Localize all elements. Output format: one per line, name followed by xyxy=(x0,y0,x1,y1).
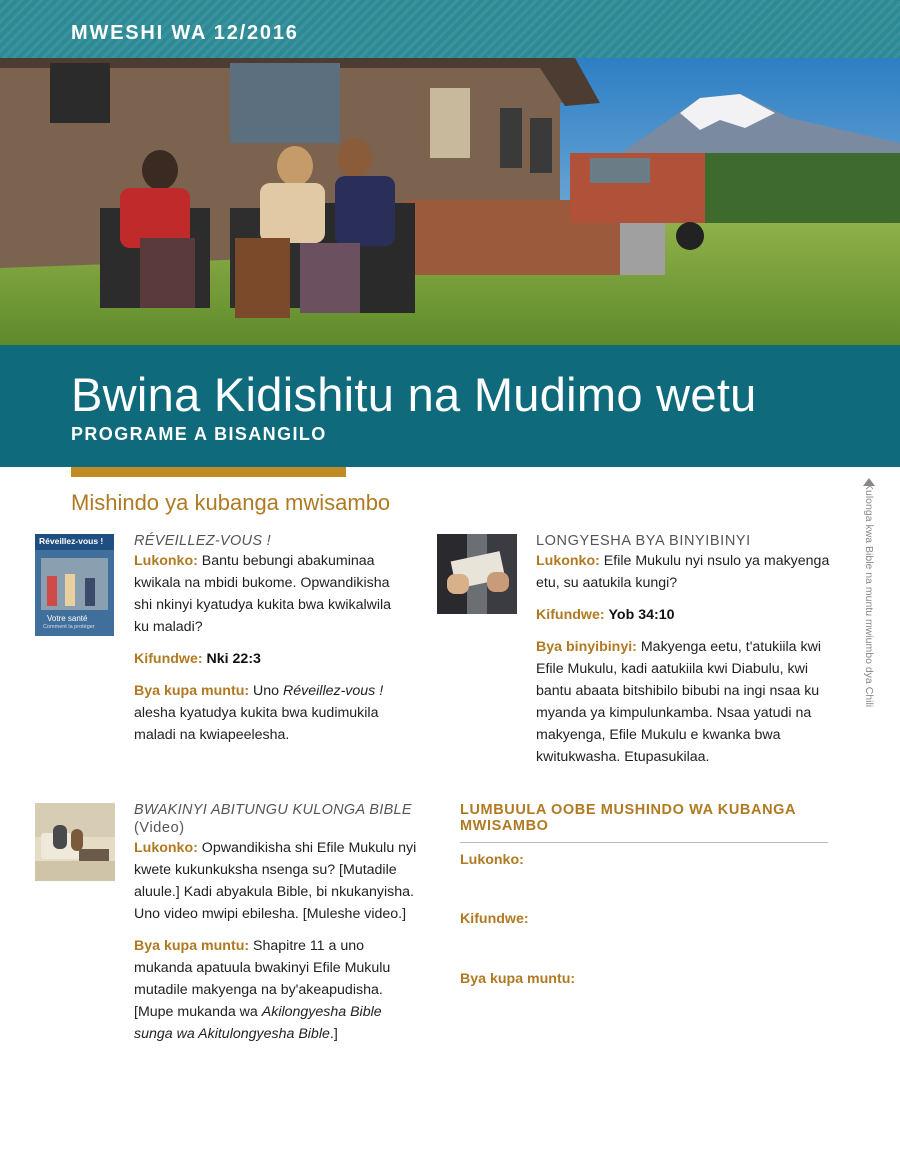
conversation-block-1 xyxy=(134,532,404,746)
side-note xyxy=(862,478,876,718)
block1-question-label: Lukonko: xyxy=(134,553,198,569)
top-bar xyxy=(0,0,900,58)
block3-offer-end: .] xyxy=(329,1026,338,1042)
magazine-line2: Comment la protéger xyxy=(43,624,95,630)
form-title: LUMBUULA OOBE MUSHINDO WA KUBANGA MWISAMBO xyxy=(460,802,828,843)
block2-reference xyxy=(536,604,832,626)
issue-month: MWESHI WA 12/2016 xyxy=(71,22,299,44)
block1-offer-pre: Uno xyxy=(253,683,284,699)
block3-offer-text: Shapitre 11 a uno mukanda apatuula bwakinyi Efile Mukulu mutadile makyenga na by'akeapudisha. [Mupe mukanda wa xyxy=(134,938,391,1020)
hero-photo xyxy=(0,58,900,345)
magazine-brand: Réveillez-vous ! xyxy=(39,536,104,546)
conversation-block-2 xyxy=(536,532,832,768)
block2-answer-text: Makyenga eetu, t'atukiila kwi Efile Mukulu, kadi aatukiila kwi Diabulu, kwi bantu abaata bitshibilo bibubi na ingi nsaa ku myanda ya kimpulunkamba. Nsaa yatudi na makyenga, Efile Mukulu e kwanka bwa kwitukwasha. Etupasukilaa. xyxy=(536,639,822,765)
block1-offer xyxy=(134,680,404,746)
block3-offer xyxy=(134,935,424,1045)
block1-reference-text: Nki 22:3 xyxy=(206,651,261,667)
block1-offer-text: alesha kyatudya kukita bwa kudimukila maladi na kwiapeelesha. xyxy=(134,705,379,743)
block1-question xyxy=(134,550,404,638)
block3-heading-sub: (Video) xyxy=(134,820,185,836)
block1-reference xyxy=(134,648,404,670)
page-subtitle: PROGRAME A BISANGILO xyxy=(71,424,327,444)
hero-illustration xyxy=(0,58,900,345)
block2-question-label: Lukonko: xyxy=(536,553,600,569)
own-presentation-form xyxy=(460,802,828,987)
block3-question-text: Opwandikisha shi Efile Mukulu nyi kwete kukunkuksha nsenga su? [Mutadile aluule.] Kadi abyakula Bible, bi nkukanyisha. Uno video mwipi ebilesha. [Muleshe video.] xyxy=(134,840,417,922)
magazine-cover-thumbnail xyxy=(35,534,114,636)
accent-bar xyxy=(71,467,346,477)
block1-offer-magazine: Réveillez-vous ! xyxy=(283,683,384,699)
block2-reference-text: Yob 34:10 xyxy=(608,607,675,623)
video-thumbnail xyxy=(35,803,115,881)
block2-question xyxy=(536,550,832,594)
form-question-label: Lukonko: xyxy=(460,852,524,868)
block2-heading: LONGYESHA BYA BINYIBINYI xyxy=(536,533,751,549)
block3-heading: BWAKINYI ABITUNGU KULONGA BIBLE xyxy=(134,802,412,818)
side-note-text: Kulonga kwa Bible na muntu mwiumbo dya Chili xyxy=(863,483,875,708)
block3-question xyxy=(134,837,424,925)
page-title: Bwina Kidishitu na Mudimo wetu xyxy=(71,368,757,421)
block2-answer-label: Bya binyibinyi: xyxy=(536,639,637,655)
bible-reading-thumbnail xyxy=(437,534,517,614)
block1-heading: RÉVEILLEZ-VOUS ! xyxy=(134,533,271,549)
section-heading: Mishindo ya kubanga mwisambo xyxy=(71,490,391,515)
block1-question-text: Bantu bebungi abakuminaa kwikala na mbidi bukome. Opwandikisha shi nkinyi kyatudya kukita bwa kwikalwila ku maladi? xyxy=(134,553,392,635)
block3-question-label: Lukonko: xyxy=(134,840,198,856)
title-band xyxy=(0,345,900,467)
block1-reference-label: Kifundwe: xyxy=(134,651,203,667)
magazine-line1: Votre santé xyxy=(47,614,88,623)
block2-reference-label: Kifundwe: xyxy=(536,607,605,623)
block2-answer xyxy=(536,636,832,768)
form-reference-label: Kifundwe: xyxy=(460,911,529,927)
conversation-block-3 xyxy=(134,801,424,1045)
block3-offer-publication: Akilongyesha Bible sunga wa Akitulongyesha Bible xyxy=(134,1004,382,1042)
block2-question-text: Efile Mukulu nyi nsulo ya makyenga etu, su aatukila kungi? xyxy=(536,553,830,591)
block1-offer-label: Bya kupa muntu: xyxy=(134,683,250,699)
block3-offer-label: Bya kupa muntu: xyxy=(134,938,250,954)
form-offer-label: Bya kupa muntu: xyxy=(460,971,576,987)
